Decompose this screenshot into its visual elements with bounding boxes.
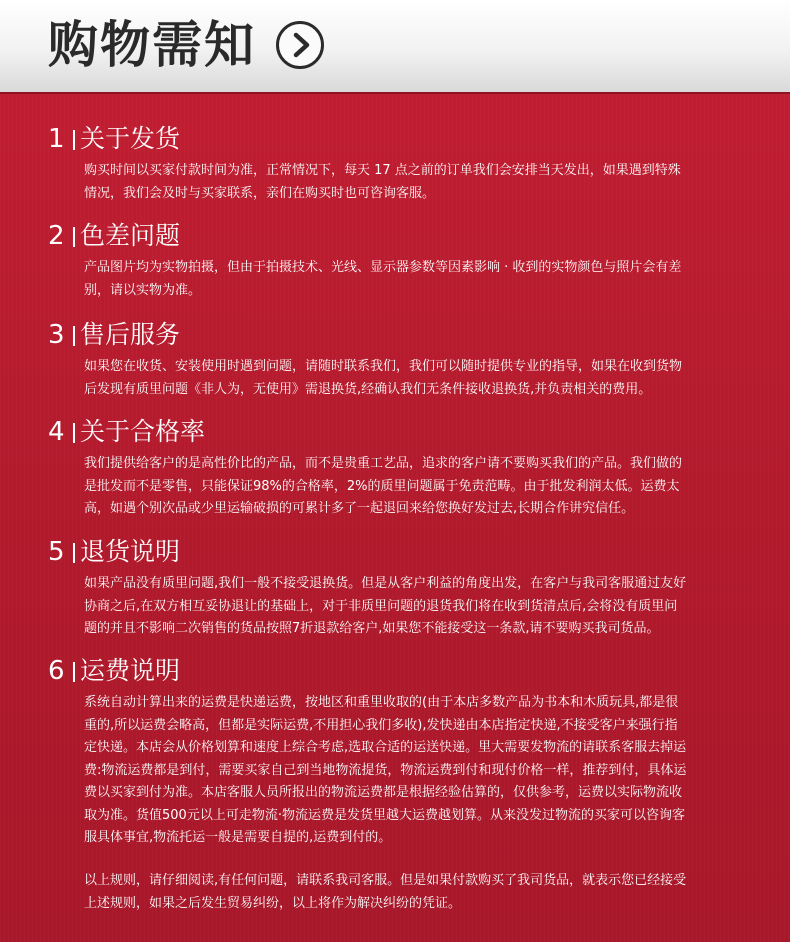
section-title: 色差问题 bbox=[80, 221, 181, 250]
section-body bbox=[84, 160, 744, 205]
section-title: 关于合格率 bbox=[80, 417, 206, 446]
text-line: 上述规则，如果之后发生贸易纠纷，以上将作为解决纠纷的凭证。 bbox=[84, 895, 462, 911]
text-line: 以上规则，请仔细阅读,有任何问题，请联系我司客服。但是如果付款购买了我司货品，就表示您已经接受 bbox=[84, 873, 687, 888]
section-number: 5 bbox=[48, 537, 65, 567]
text-line: 如果您在收货、安装使用时遇到问题，请随时联系我们，我们可以随时提供专业的指导，如果在收到货物 bbox=[84, 359, 683, 374]
section-body bbox=[84, 257, 744, 302]
text-line: 产品图片均为实物拍摄，但由于拍摄技术、光线、显示器参数等因素影响 · 收到的实物颜色与照片会有差 bbox=[84, 260, 682, 275]
text-line: 协商之后,在双方相互妥协退让的基础上，对于非质里问题的退货我们将在收到货清点后,会将没有质里问 bbox=[84, 598, 678, 614]
section-number: 1 bbox=[48, 124, 65, 154]
closing-notice bbox=[84, 870, 744, 915]
text-line: 题的并且不影响二次销售的货品按照7折退款给客户,如果您不能接受这一条款,请不要购买我司货品。 bbox=[84, 621, 660, 636]
page-title: 购物需知 bbox=[48, 16, 256, 74]
section-body bbox=[84, 573, 744, 641]
section-number: 6 bbox=[48, 656, 65, 686]
section-number: 2 bbox=[48, 221, 65, 251]
text-line: 别，请以实物为准。 bbox=[84, 282, 202, 298]
notice-content bbox=[0, 94, 790, 942]
divider bbox=[73, 227, 75, 247]
header-banner bbox=[0, 0, 790, 94]
divider bbox=[73, 423, 75, 443]
text-line: 购买时间以买家付款时间为准，正常情况下，每天 17 点之前的订单我们会安排当天发出，如果遇到特殊 bbox=[84, 163, 681, 178]
section-body bbox=[84, 453, 744, 521]
text-line: 情况，我们会及时与买家联系，亲们在购买时也可咨询客服。 bbox=[84, 185, 436, 201]
section-body bbox=[84, 692, 744, 850]
section-title: 售后服务 bbox=[80, 320, 181, 349]
section-body bbox=[84, 356, 744, 401]
text-line: 是批发而不是零售，只能保证98%的合格率，2%的质里问题属于免责范畴。由于批发利润太低。运费太 bbox=[84, 478, 680, 494]
text-line: 我们提供给客户的是高性价比的产品，而不是贵重工艺品，追求的客户请不要购买我们的产品。我们做的 bbox=[84, 456, 683, 471]
divider bbox=[73, 543, 75, 563]
text-line: 重的,所以运费会略高，但都是实际运费,不用担心我们多收),发快递由本店指定快递,不接受客户来强行指 bbox=[84, 717, 678, 733]
divider bbox=[73, 662, 75, 682]
chevron-right-icon[interactable] bbox=[276, 21, 324, 69]
section-title: 运费说明 bbox=[80, 656, 181, 685]
text-line: 高，如遇个别次品或少里运输破损的可累计多了一起退回来给您换好发过去,长期合作讲究信任。 bbox=[84, 501, 635, 516]
text-line: 服具体事宜,物流托运一般是需要自提的,运费到付的。 bbox=[84, 830, 392, 845]
divider bbox=[73, 326, 75, 346]
text-line: 如果产品没有质里问题,我们一般不接受退换货。但是从客户利益的角度出发，在客户与我司客服通过友好 bbox=[84, 576, 687, 591]
text-line: 取为准。货值500元以上可走物流·物流运费是发货里越大运费越划算。从来没发过物流的买家可以咨询客 bbox=[84, 807, 685, 823]
text-line: 定快递。本店会从价格划算和速度上综合考虑,选取合适的运送快递。里大需要发物流的请联系客服去掉运 bbox=[84, 740, 687, 755]
section-number: 4 bbox=[48, 417, 65, 447]
text-line: 系统自动计算出来的运费是快递运费，按地区和重里收取的(由于本店多数产品为书本和木质玩具,都是很 bbox=[84, 695, 679, 710]
text-line: 后发现有质里问题《非人为，无使用》需退换货,经确认我们无条件接收退换货,并负责相关的费用。 bbox=[84, 381, 652, 397]
divider bbox=[73, 130, 75, 150]
section-number: 3 bbox=[48, 320, 65, 350]
section-title: 关于发货 bbox=[80, 124, 181, 153]
section-title: 退货说明 bbox=[80, 537, 181, 566]
text-line: 费:物流运费都是到付，需要买家自己到当地物流提货，物流运费到付和现付价格一样，推荐到付，具体运 bbox=[84, 762, 687, 778]
text-line: 费以买家到付为准。本店客服人员所报出的物流运费都是根据经验估算的，仅供参考，运费以实际物流收 bbox=[84, 785, 683, 800]
